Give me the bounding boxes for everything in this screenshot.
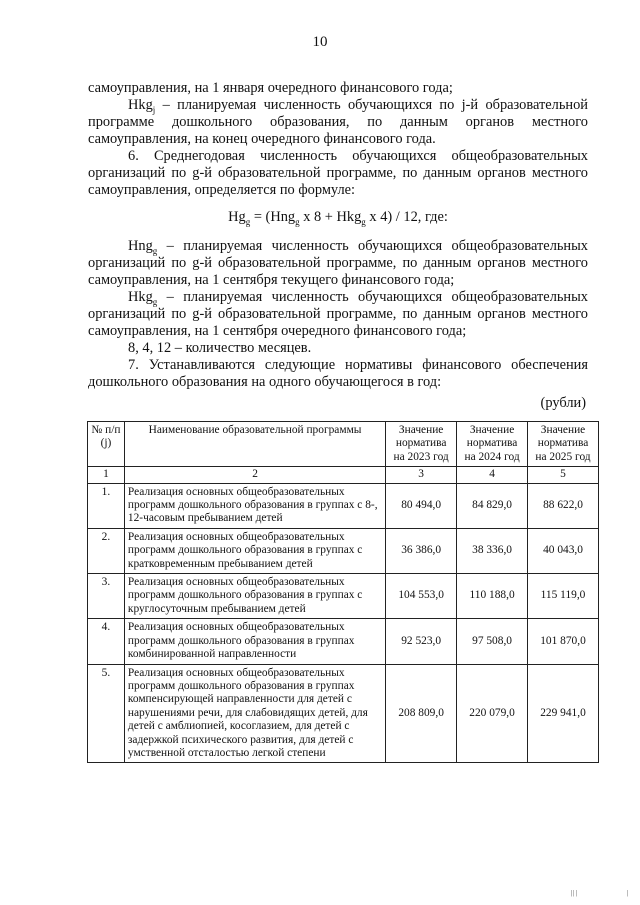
value-2024: 84 829,0 (457, 483, 528, 528)
value-2025: 40 043,0 (528, 528, 599, 573)
value-2025: 229 941,0 (528, 664, 599, 763)
paragraph-4: Hng$_g$ – планируемая численность обучающихся общеобразовательных организаций по g-й образовательной программе, по данным органов местного самоуправления, на 1 сентября текущего финансового года; (88, 238, 588, 288)
units-label: (рубли) (540, 395, 586, 411)
paragraph-7: 7. Устанавливаются следующие нормативы финансового обеспечения дошкольного образования на одного обучающегося в год: (88, 357, 588, 390)
row-index: 3. (88, 574, 125, 619)
value-2025: 101 870,0 (528, 619, 599, 664)
header-number: № п/п (j) (88, 422, 125, 467)
value-2023: 104 553,0 (386, 574, 457, 619)
table-row (88, 664, 599, 763)
program-name: Реализация основных общеобразовательных программ дошкольного образования в группах с 8-, 12-часовым пребыванием детей (124, 483, 385, 528)
norms-table (87, 421, 599, 763)
column-number: 4 (457, 467, 528, 483)
value-2024: 97 508,0 (457, 619, 528, 664)
value-2024: 220 079,0 (457, 664, 528, 763)
column-number: 5 (528, 467, 599, 483)
paragraph-5: Hkg$_g$ – планируемая численность обучающихся общеобразовательных организаций по g-й образовательной программе, по данным органов местного самоуправления, на 1 сентября очередного финансового года; (88, 289, 588, 339)
scan-mark: | (626, 889, 628, 897)
paragraph-1: самоуправления, на 1 января очередного финансового года; (88, 80, 453, 96)
column-number: 1 (88, 467, 125, 483)
column-number: 3 (386, 467, 457, 483)
row-index: 4. (88, 619, 125, 664)
row-index: 1. (88, 483, 125, 528)
header-program-name: Наименование образовательной программы (124, 422, 385, 467)
program-name: Реализация основных общеобразовательных программ дошкольного образования в группах компенсирующей направленности для детей с нарушениями речи, для слабовидящих детей, для детей с амблиопией, косоглазием, для детей с задержкой психического развития, для детей с умственной отсталостью легкой степени (124, 664, 385, 763)
document-body (88, 80, 588, 412)
table-row (88, 528, 599, 573)
paragraph-3: 6. Среднегодовая численность обучающихся общеобразовательных организаций по g-й образовательной программе, по данным органов местного самоуправления, определяется по формуле: (88, 148, 588, 198)
page-number: 10 (312, 34, 328, 50)
value-2023: 80 494,0 (386, 483, 457, 528)
table-row (88, 483, 599, 528)
column-number: 2 (124, 467, 385, 483)
program-name: Реализация основных общеобразовательных программ дошкольного образования в группах комбинированной направленности (124, 619, 385, 664)
table-row (88, 619, 599, 664)
scan-mark: ||| (570, 889, 578, 897)
value-2024: 110 188,0 (457, 574, 528, 619)
header-2023: Значение норматива на 2023 год (386, 422, 457, 467)
value-2025: 88 622,0 (528, 483, 599, 528)
formula: $Hg_g = (Hng_g$ x 8 + Hkg$_g$ x 4) / 12, где: (228, 209, 448, 227)
paragraph-6: 8, 4, 12 – количество месяцев. (128, 340, 312, 356)
value-2023: 208 809,0 (386, 664, 457, 763)
header-2024: Значение норматива на 2024 год (457, 422, 528, 467)
value-2025: 115 119,0 (528, 574, 599, 619)
program-name: Реализация основных общеобразовательных программ дошкольного образования в группах с кратковременным пребыванием детей (124, 528, 385, 573)
value-2023: 36 386,0 (386, 528, 457, 573)
value-2024: 38 336,0 (457, 528, 528, 573)
paragraph-2: Нkg$_j$ – планируемая численность обучающихся по j-й образовательной программе дошкольного образования, по данным органов местного самоуправления, на конец очередного финансового года. (88, 97, 588, 147)
row-index: 5. (88, 664, 125, 763)
header-2025: Значение норматива на 2025 год (528, 422, 599, 467)
row-index: 2. (88, 528, 125, 573)
program-name: Реализация основных общеобразовательных программ дошкольного образования в группах с круглосуточным пребыванием детей (124, 574, 385, 619)
table-row (88, 574, 599, 619)
table-header-row (88, 422, 599, 467)
value-2023: 92 523,0 (386, 619, 457, 664)
column-numbers-row (88, 467, 599, 483)
